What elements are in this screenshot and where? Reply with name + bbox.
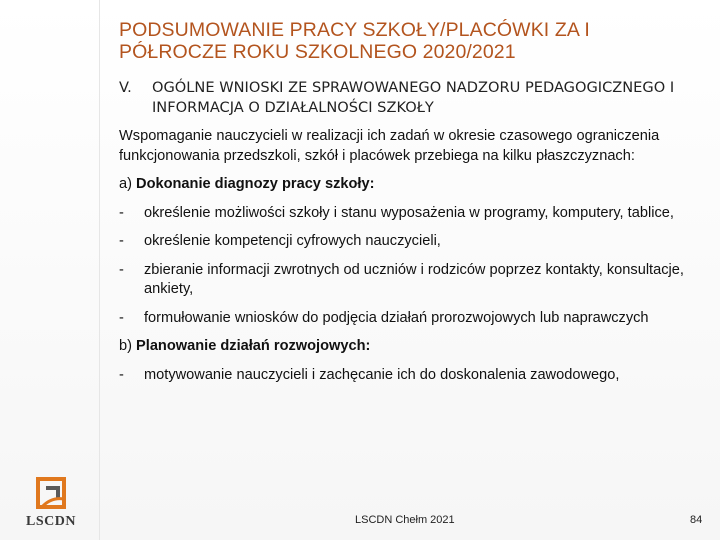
list-item bbox=[119, 309, 709, 329]
intro-paragraph: Wspomaganie nauczycieli w realizacji ich zadań w okresie czasowego ograniczenia funkcjonowania przedszkoli, szkół i placówek przebiega na kilku płaszczyznach: bbox=[119, 128, 660, 164]
group-a-heading bbox=[119, 175, 709, 195]
section-text: OGÓLNE WNIOSKI ZE SPRAWOWANEGO NADZORU PEDAGOGICZNEGO I INFORMACJA O DZIAŁALNOŚCI SZKOŁY bbox=[152, 79, 675, 116]
left-margin-rule bbox=[0, 0, 100, 540]
logo-text: LSCDN bbox=[26, 514, 76, 529]
group-a-prefix: a) bbox=[119, 176, 137, 192]
group-a-title: Dokonanie diagnozy pracy szkoły: bbox=[136, 176, 375, 192]
list-dash: - bbox=[119, 204, 124, 221]
list-item bbox=[119, 366, 709, 386]
list-item bbox=[119, 261, 709, 300]
group-b-title: Planowanie działań rozwojowych: bbox=[136, 338, 371, 354]
lscdn-logo bbox=[16, 476, 86, 532]
list-item-text: formułowanie wniosków do podjęcia działań prorozwojowych lub naprawczych bbox=[144, 309, 649, 326]
footer-text: LSCDN Chełm 2021 bbox=[355, 514, 455, 526]
list-item-text: motywowanie nauczycieli i zachęcanie ich do doskonalenia zawodowego, bbox=[144, 366, 620, 383]
page-number: 84 bbox=[690, 514, 703, 526]
lscdn-logo-icon bbox=[16, 476, 86, 516]
section-heading bbox=[119, 78, 709, 118]
list-item bbox=[119, 232, 709, 252]
slide-content bbox=[119, 127, 709, 394]
list-item-text: zbieranie informacji zwrotnych od uczniów i rodziców poprzez kontakty, konsultacje, ankiety, bbox=[144, 261, 684, 297]
list-item bbox=[119, 204, 709, 224]
list-item-text: określenie możliwości szkoły i stanu wyposażenia w programy, komputery, tablice, bbox=[144, 204, 674, 221]
slide-title: PODSUMOWANIE PRACY SZKOŁY/PLACÓWKI ZA I PÓŁROCZE ROKU SZKOLNEGO 2020/2021 bbox=[119, 19, 590, 63]
list-dash: - bbox=[119, 233, 124, 249]
list-dash: - bbox=[119, 366, 124, 383]
group-b-prefix: b) bbox=[119, 338, 137, 354]
list-dash: - bbox=[119, 309, 124, 326]
section-number: V. bbox=[119, 79, 132, 96]
list-dash: - bbox=[119, 261, 124, 278]
list-item-text: określenie kompetencji cyfrowych nauczycieli, bbox=[144, 233, 441, 249]
group-b-heading bbox=[119, 337, 709, 357]
